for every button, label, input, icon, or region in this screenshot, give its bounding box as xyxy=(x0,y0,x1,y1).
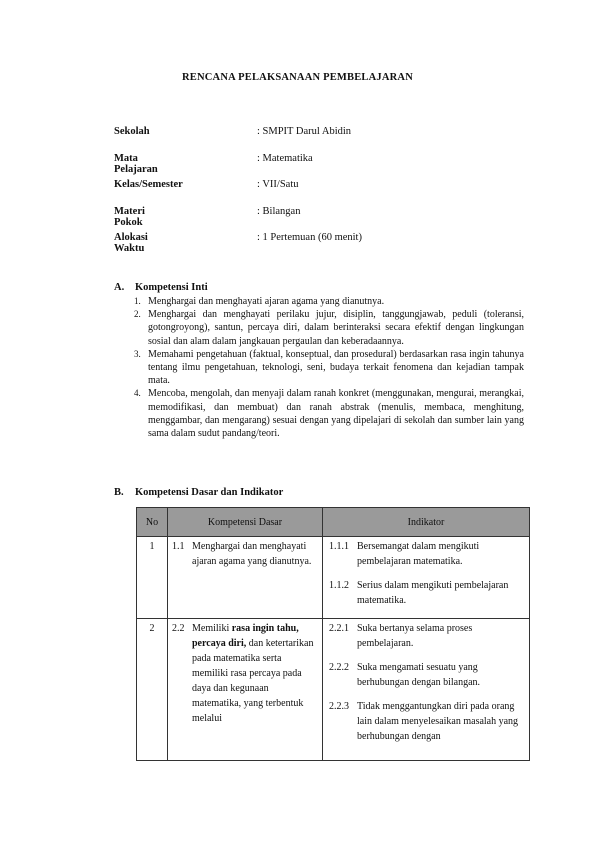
section-letter: A. xyxy=(114,282,125,293)
list-number: 3. xyxy=(134,348,141,359)
indicator-item xyxy=(329,539,525,569)
kompetensi-inti-list xyxy=(134,295,524,440)
column-header-no: No xyxy=(137,508,168,537)
kd-text-post: dan ketertarikan pada matematika serta memiliki rasa percaya pada daya dan kegunaan matematika, yang terbentuk melalui xyxy=(192,638,314,724)
document-title: RENCANA PELAKSANAAN PEMBELAJARAN xyxy=(182,72,413,83)
indicator-item xyxy=(329,621,525,651)
kd-text-pre: Memiliki xyxy=(192,623,230,634)
row-number: 1 xyxy=(137,537,168,619)
identity-label: Kelas/Semester xyxy=(114,179,183,190)
indicator-text: Bersemangat dalam mengikuti pembelajaran matematika. xyxy=(357,541,480,567)
list-number: 2. xyxy=(134,309,141,320)
indicator-code: 2.2.1 xyxy=(329,623,349,634)
list-item xyxy=(134,308,524,348)
indicator-item xyxy=(329,660,525,690)
list-item xyxy=(134,295,524,308)
section-title: Kompetensi Inti xyxy=(135,282,208,293)
section-a-heading xyxy=(114,282,208,293)
identity-label: Mata Pelajaran xyxy=(114,152,158,175)
identity-value: : Matematika xyxy=(257,152,313,164)
list-text: Menghargai dan menghayati ajaran agama yang dianutnya. xyxy=(148,296,385,307)
indicator-cell xyxy=(323,537,530,619)
kd-number: 2.2 xyxy=(172,623,185,634)
indicator-text: Suka mengamati sesuatu yang berhubungan dengan bilangan. xyxy=(357,662,481,688)
indicator-item xyxy=(329,699,525,744)
section-title: Kompetensi Dasar dan Indikator xyxy=(135,487,284,498)
table-row xyxy=(137,619,530,761)
section-letter: B. xyxy=(114,487,124,498)
kd-text-bold: rasa ingin tahu, percaya diri, xyxy=(192,623,299,649)
list-number: 4. xyxy=(134,388,141,399)
kd-indikator-table xyxy=(136,507,530,761)
column-header-kd: Kompetensi Dasar xyxy=(168,508,323,537)
kd-cell xyxy=(168,619,323,761)
indicator-code: 1.1.2 xyxy=(329,580,349,591)
kd-text xyxy=(192,621,318,726)
list-number: 1. xyxy=(134,296,141,306)
indicator-item xyxy=(329,578,525,608)
identity-value: : SMPIT Darul Abidin xyxy=(257,126,352,137)
row-number: 2 xyxy=(137,619,168,761)
identity-label: Sekolah xyxy=(114,126,150,137)
list-text: Mencoba, mengolah, dan menyaji dalam ranah konkret (menggunakan, mengurai, merangkai, memodifikasi, dan membuat) dan ranah abstrak (menulis, membaca, menghitung, menggambar, dan mengarang) sesuai dengan yang dipelajari di sekolah dan sumber lain yang sama dalam sudut pandang/teori. xyxy=(148,388,524,440)
kd-text: Menghargai dan menghayati ajaran agama yang dianutnya. xyxy=(192,541,312,567)
indicator-text: Serius dalam mengikuti pembelajaran matematika. xyxy=(357,580,509,606)
indicator-code: 2.2.3 xyxy=(329,701,349,712)
identity-value: : VII/Satu xyxy=(257,179,299,190)
list-text: Menghargai dan menghayati perilaku jujur, disiplin, tanggungjawab, peduli (toleransi, gotongroyong), santun, percaya diri, dalam berinteraksi secara efektif dengan lingkungan sosial dan alam dalam jangkauan pergaulan dan keberadaannya. xyxy=(148,309,524,347)
indicator-code: 2.2.2 xyxy=(329,662,349,673)
indicator-cell xyxy=(323,619,530,761)
table-header-row xyxy=(137,508,530,537)
identity-value: : Bilangan xyxy=(257,205,301,217)
identity-value: : 1 Pertemuan (60 menit) xyxy=(257,232,362,243)
section-b-heading xyxy=(114,487,283,498)
indicator-text: Suka bertanya selama proses pembelajaran. xyxy=(357,623,473,649)
list-item xyxy=(134,348,524,388)
indicator-code: 1.1.1 xyxy=(329,541,349,552)
identity-label: Alokasi Waktu xyxy=(114,232,148,254)
list-text: Memahami pengetahuan (faktual, konseptual, dan prosedural) berdasarkan rasa ingin tahunya tentang ilmu pengetahuan, teknologi, seni, budaya terkait fenomena dan kejadian tampak mata. xyxy=(148,348,524,387)
kd-cell xyxy=(168,537,323,619)
table-row xyxy=(137,537,530,619)
kd-number: 1.1 xyxy=(172,541,185,552)
column-header-indikator: Indikator xyxy=(323,508,530,537)
identity-label: Materi Pokok xyxy=(114,205,145,228)
indicator-text: Tidak menggantungkan diri pada orang lain dalam menyelesaikan masalah yang berhubungan dengan xyxy=(357,701,519,742)
list-item xyxy=(134,387,524,440)
